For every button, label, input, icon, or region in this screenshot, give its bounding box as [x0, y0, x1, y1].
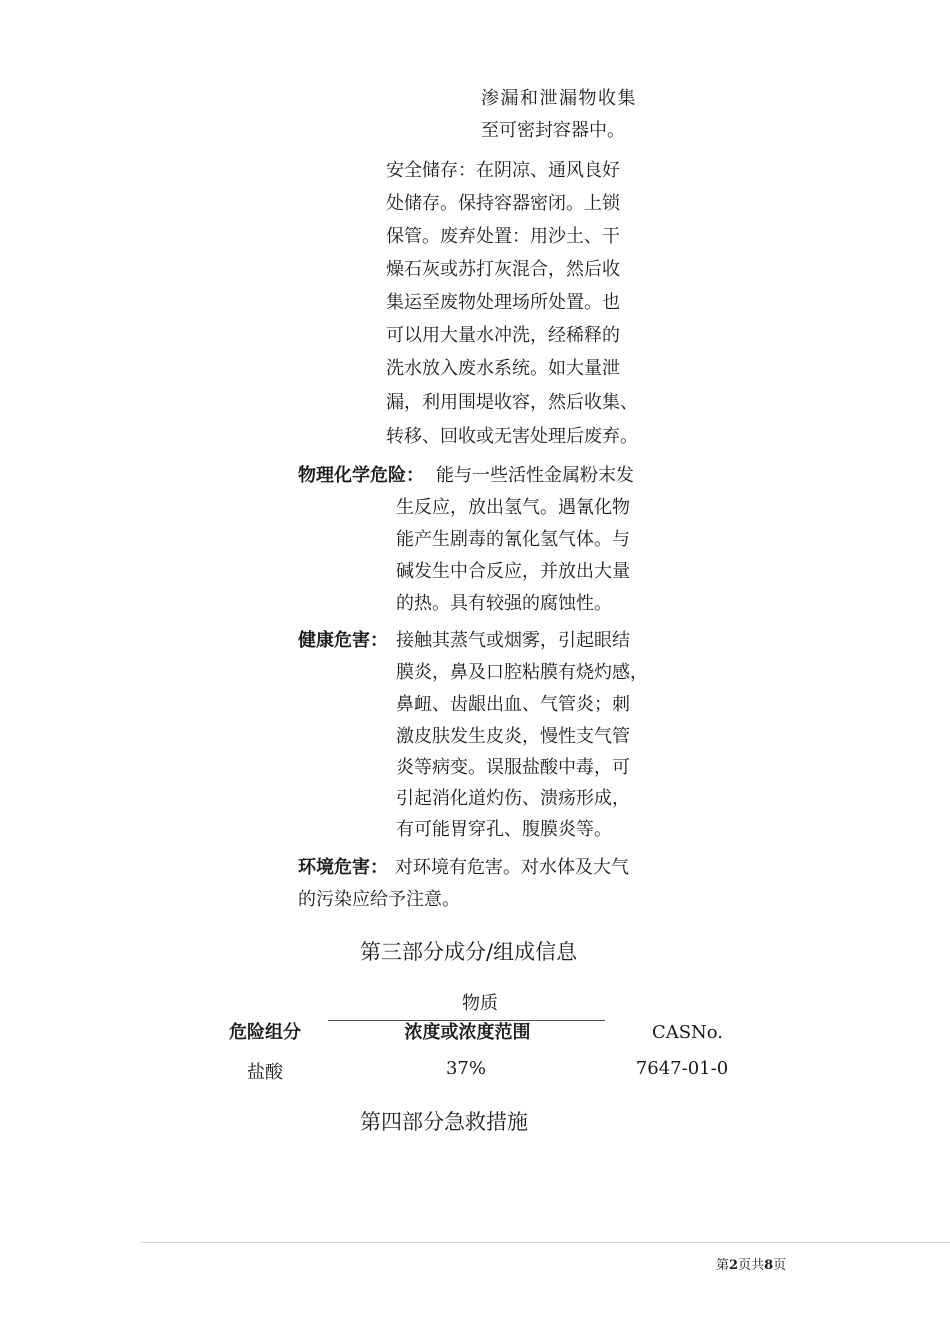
health-text-line: 有可能胃穿孔、腹膜炎等。 [396, 819, 612, 840]
storage-text-line: 转移、回收或无害处理后废弃。 [386, 426, 638, 447]
current-page: 2 [729, 1258, 739, 1273]
leak-text-line: 渗漏和泄漏物收集 [481, 88, 637, 109]
storage-text-line: 处储存。保持容器密闭。上锁 [386, 193, 620, 214]
table-cell-concentration: 37% [445, 1058, 486, 1079]
table-cell-cas: 7647-01-0 [635, 1058, 729, 1079]
table-header-rule [328, 1020, 605, 1021]
total-pages: 8 [764, 1258, 774, 1273]
physchem-text-line: 的热。具有较强的腐蚀性。 [396, 593, 612, 614]
table-header-concentration: 浓度或浓度范围 [404, 1022, 531, 1043]
storage-text-line: 可以用大量水冲洗，经稀释的 [386, 325, 620, 346]
storage-text-line: 漏，利用围堤收容，然后收集、 [386, 392, 638, 413]
storage-text-line: 保管。废弃处置：用沙土、干 [386, 226, 620, 247]
health-text-line: 接触其蒸气或烟雾，引起眼结 [396, 630, 630, 651]
section-3-heading: 第三部分成分/组成信息 [360, 940, 578, 964]
health-text-line: 鼻衄、齿龈出血、气管炎；刺 [396, 694, 630, 715]
physchem-text-line: 碱发生中合反应，并放出大量 [396, 561, 630, 582]
environment-text-line: 对环境有危害。对水体及大气 [395, 857, 629, 878]
health-text-line: 膜炎，鼻及口腔粘膜有烧灼感， [396, 662, 648, 683]
physchem-text-line: 能与一些活性金属粉末发 [436, 465, 634, 486]
leak-text-line: 至可密封容器中。 [481, 120, 625, 141]
storage-text-line: 洗水放入废水系统。如大量泄 [386, 358, 620, 379]
section-4-heading: 第四部分急救措施 [360, 1110, 528, 1134]
health-text-line: 激皮肤发生皮炎，慢性支气管 [396, 726, 630, 747]
physchem-text-line: 生反应，放出氢气。遇氰化物 [396, 497, 630, 518]
table-header-substance: 物质 [462, 993, 498, 1014]
environment-text-line: 的污染应给予注意。 [298, 889, 460, 910]
table-cell-component: 盐酸 [247, 1062, 283, 1083]
page-number: 第2页共8页 [716, 1258, 787, 1273]
table-header-component: 危险组分 [229, 1022, 301, 1043]
physchem-hazard-label: 物理化学危险： [298, 465, 424, 486]
health-hazard-label: 健康危害： [298, 630, 388, 651]
health-text-line: 引起消化道灼伤、溃疡形成， [396, 788, 630, 809]
table-header-cas: CASNo. [651, 1022, 724, 1043]
storage-text-line: 集运至废物处理场所处置。也 [386, 292, 620, 313]
storage-text-line: 安全储存：在阴凉、通风良好 [386, 160, 620, 181]
footer-rule [140, 1242, 950, 1243]
health-text-line: 炎等病变。误服盐酸中毒，可 [396, 757, 630, 778]
physchem-text-line: 能产生剧毒的氰化氢气体。与 [396, 529, 630, 550]
storage-text-line: 燥石灰或苏打灰混合，然后收 [386, 259, 620, 280]
environment-hazard-label: 环境危害： [298, 857, 388, 878]
